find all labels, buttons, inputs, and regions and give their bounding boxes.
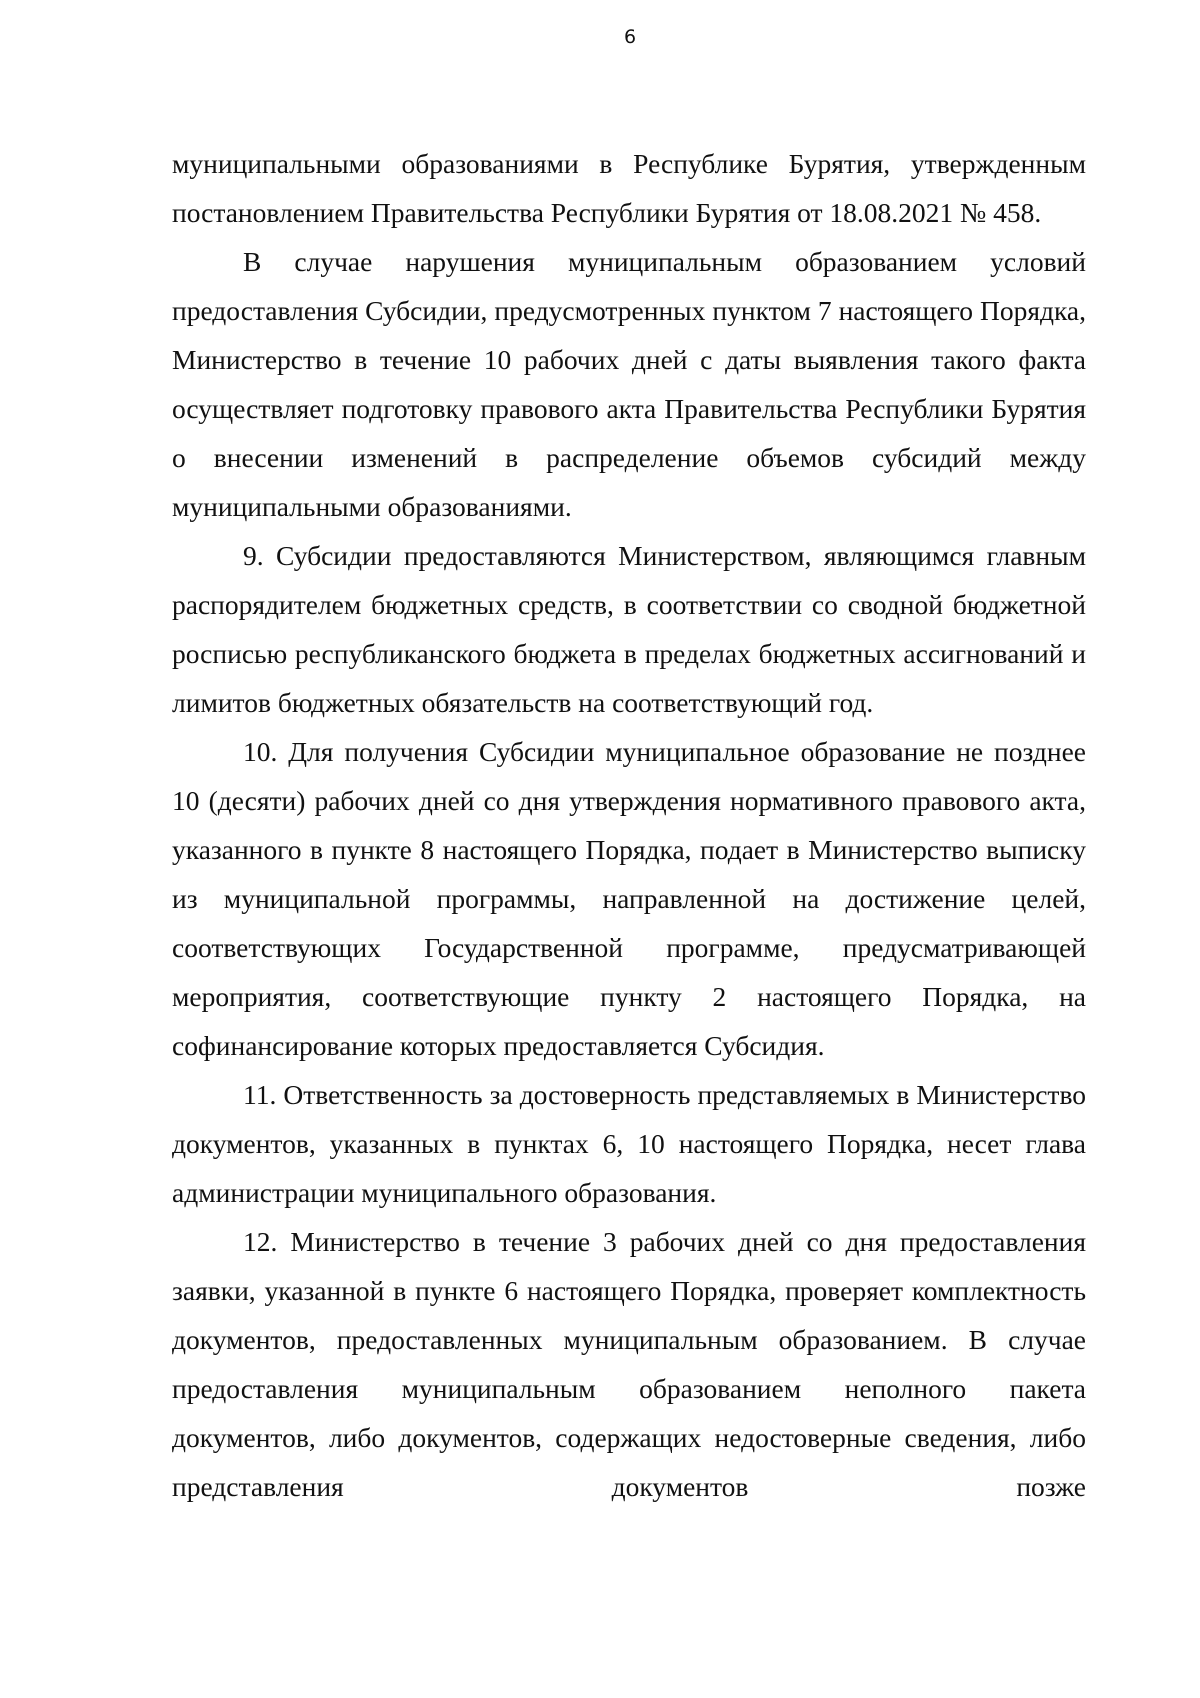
paragraph-continuation: муниципальными образованиями в Республике Бурятия, утвержденным постановлением Правительства Республики Бурятия от 18.08.2021 № 458. bbox=[172, 148, 1086, 228]
document-body bbox=[172, 139, 1086, 1511]
paragraph-violation-case: В случае нарушения муниципальным образованием условий предоставления Субсидии, предусмотренных пунктом 7 настоящего Порядка, Министерство в течение 10 рабочих дней с даты выявления такого факта осуществляет подготовку правового акта Правительства Республики Бурятия о внесении изменений в распределение объемов субсидий между муниципальными образованиями. bbox=[172, 246, 1086, 522]
page-number: 6 bbox=[623, 26, 637, 48]
paragraph-item-10: 10. Для получения Субсидии муниципальное образование не позднее 10 (десяти) рабочих дней со дня утверждения нормативного правового акта, указанного в пункте 8 настоящего Порядка, подает в Министерство выписку из муниципальной программы, направленной на достижение целей, соответствующих Государственной программе, предусматривающей мероприятия, соответствующие пункту 2 настоящего Порядка, на софинансирование которых предоставляется Субсидия. bbox=[172, 736, 1086, 1061]
paragraph-item-9: 9. Субсидии предоставляются Министерством, являющимся главным распорядителем бюджетных средств, в соответствии со сводной бюджетной росписью республиканского бюджета в пределах бюджетных ассигнований и лимитов бюджетных обязательств на соответствующий год. bbox=[172, 540, 1086, 718]
paragraph-item-12: 12. Министерство в течение 3 рабочих дней со дня предоставления заявки, указанной в пункте 6 настоящего Порядка, проверяет комплектность документов, предоставленных муниципальным образованием. В случае предоставления муниципальным образованием неполного пакета документов, либо документов, содержащих недостоверные сведения, либо представления документов позже bbox=[172, 1226, 1086, 1502]
paragraph-item-11: 11. Ответственность за достоверность представляемых в Министерство документов, указанных в пунктах 6, 10 настоящего Порядка, несет глава администрации муниципального образования. bbox=[172, 1079, 1086, 1208]
